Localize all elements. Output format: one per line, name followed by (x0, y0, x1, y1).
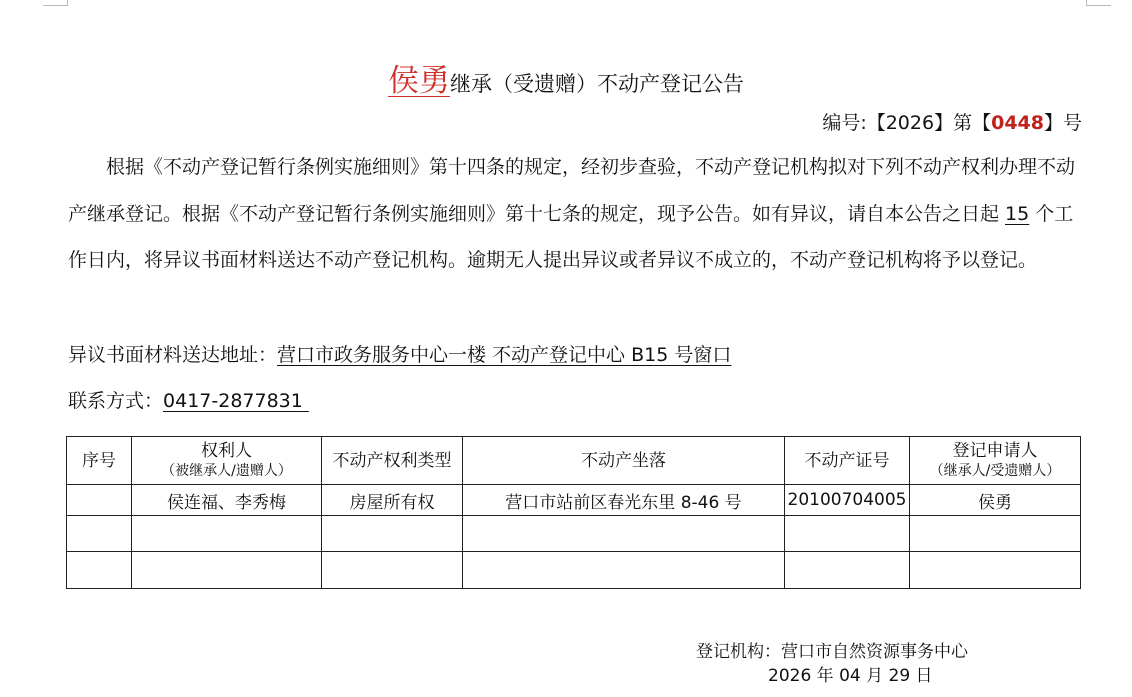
title-text: 继承（受遗赠）不动产登记公告 (450, 72, 744, 96)
number-suffix: 】号 (1043, 112, 1082, 134)
cell-right-type (322, 516, 463, 552)
header-applicant-main: 登记申请人 (952, 440, 1038, 461)
header-right-type: 不动产权利类型 (322, 437, 463, 485)
cell-location (463, 516, 785, 552)
page-corner-mark-left (43, 0, 68, 6)
header-owner-main: 权利人 (201, 440, 252, 461)
registration-table (66, 436, 1081, 589)
cell-right-type: 房屋所有权 (322, 485, 463, 516)
notice-title (0, 55, 1132, 100)
number-middle: 】第【 (934, 112, 992, 134)
body-part1: 根据《不动产登记暂行条例实施细则》第十四条的规定，经初步查验，不动产登记机构拟对下列不动产权利办理不动产继承登记。根据《不动产登记暂行条例实施细则》第十七条的规定，现予公告。如有异议，请自本公告之日起 (68, 156, 1076, 225)
cell-seq (67, 485, 132, 516)
contact-value: 0417-2877831 (163, 390, 303, 412)
contact-label: 联系方式： (68, 390, 164, 412)
header-applicant-sub: （继承人/受遗赠人） (929, 462, 1061, 479)
cell-cert-no (785, 516, 910, 552)
cell-location (463, 552, 785, 589)
cell-location: 营口市站前区春光东里 8-46 号 (463, 485, 785, 516)
header-applicant (910, 437, 1081, 485)
cell-right-type (322, 552, 463, 589)
objection-address (68, 340, 731, 367)
cell-owner: 侯连福、李秀梅 (132, 485, 322, 516)
cell-seq (67, 552, 132, 589)
header-owner-sub: （被继承人/遗赠人） (161, 462, 292, 479)
cell-seq (67, 516, 132, 552)
page-corner-mark-right (1086, 0, 1111, 6)
cell-owner (132, 552, 322, 589)
address-label: 异议书面材料送达地址： (68, 344, 278, 366)
applicant-name: 侯勇 (388, 63, 450, 99)
objection-days: 15 (1005, 202, 1030, 225)
number-year: 2026 (885, 112, 935, 134)
table-row (67, 552, 1081, 589)
table-row (67, 516, 1081, 552)
header-owner (132, 437, 322, 485)
cell-owner (132, 516, 322, 552)
table-header-row (67, 437, 1081, 485)
notice-body (68, 144, 1088, 284)
cell-applicant (910, 516, 1081, 552)
header-cert-no: 不动产证号 (785, 437, 910, 485)
notice-date: 2026 年 04 月 29 日 (768, 666, 933, 686)
registration-authority: 登记机构：营口市自然资源事务中心 (696, 642, 968, 662)
notice-number (822, 108, 1082, 135)
header-location: 不动产坐落 (463, 437, 785, 485)
cell-applicant (910, 552, 1081, 589)
cell-cert-no (785, 552, 910, 589)
header-seq: 序号 (67, 437, 132, 485)
address-value: 营口市政务服务中心一楼 不动产登记中心 B15 号窗口 (277, 344, 732, 366)
body-part2: 个工作日内，将异议书面材料送达不动产登记机构。逾期无人提出异议或者异议不成立的，不动产登记机构将予以登记。 (68, 202, 1074, 271)
contact-info (68, 386, 309, 413)
cell-applicant: 侯勇 (910, 485, 1081, 516)
table-row (67, 485, 1081, 516)
number-prefix: 编号:【 (822, 112, 886, 134)
number-seq: 0448 (991, 112, 1044, 134)
cell-cert-no: 20100704005 (785, 485, 910, 516)
